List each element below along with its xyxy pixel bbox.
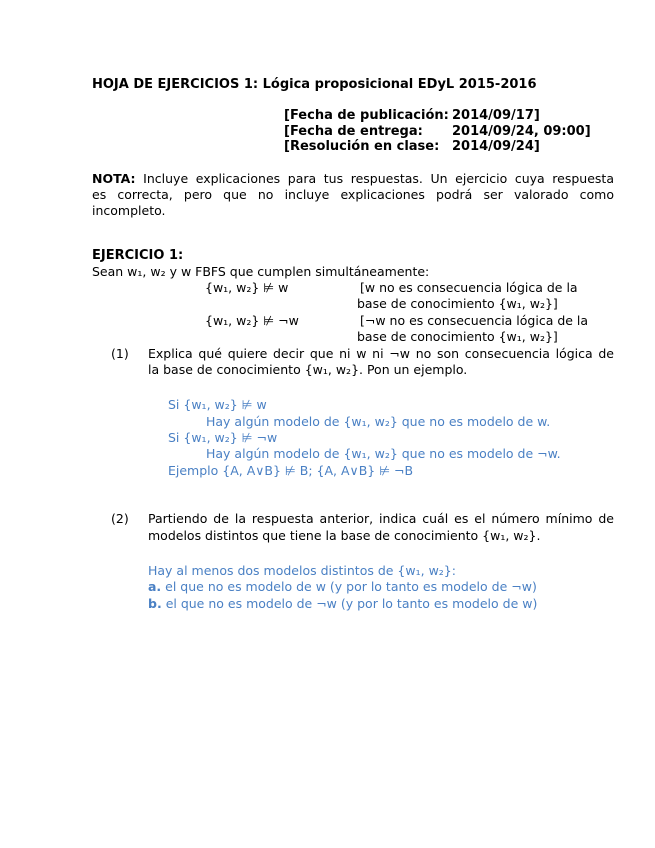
exercise-title: EJERCICIO 1:: [92, 248, 184, 263]
page-title: HOJA DE EJERCICIOS 1: Lógica proposicional EDyL 2015-2016: [92, 77, 537, 92]
answer-2-item-a: [148, 579, 537, 594]
delivery-date-label: [Fecha de entrega:: [284, 124, 423, 139]
condition-2-formula: {w₁, w₂} ⊭ ¬w: [205, 313, 299, 328]
question-2-number: (2): [111, 511, 129, 526]
note-line-3: incompleto.: [92, 203, 166, 218]
answer-1-line-4: Hay algún modelo de {w₁, w₂} que no es modelo de ¬w.: [206, 446, 561, 461]
note-block: [92, 171, 614, 219]
answer-2-item-a-text: el que no es modelo de w (y por lo tanto es modelo de ¬w): [165, 579, 537, 594]
answer-2-item-b-text: el que no es modelo de ¬w (y por lo tanto es modelo de w): [165, 596, 538, 611]
delivery-date-value: 2014/09/24, 09:00]: [452, 124, 591, 139]
question-2-line-2: modelos distintos que tiene la base de conocimiento {w₁, w₂}.: [148, 528, 541, 543]
condition-1-note-line2: base de conocimiento {w₁, w₂}]: [357, 296, 558, 311]
note-label: NOTA:: [92, 171, 136, 186]
answer-1-example: Ejemplo {A, A∨B} ⊭ B; {A, A∨B} ⊭ ¬B: [168, 463, 414, 478]
answer-1-line-1: Si {w₁, w₂} ⊭ w: [168, 397, 267, 412]
note-line-2: es correcta, pero que no incluye explicaciones podrá ser valorado como: [92, 187, 614, 202]
resolution-date-label: [Resolución en clase:: [284, 139, 440, 154]
question-2-line-1: Partiendo de la respuesta anterior, indica cuál es el número mínimo de: [148, 511, 614, 526]
answer-2-item-b: [148, 596, 537, 611]
answer-1-line-3: Si {w₁, w₂} ⊭ ¬w: [168, 430, 278, 445]
question-1-line-2: la base de conocimiento {w₁, w₂}. Pon un ejemplo.: [148, 362, 468, 377]
condition-1-formula: {w₁, w₂} ⊭ w: [205, 280, 289, 295]
resolution-date-value: 2014/09/24]: [452, 139, 540, 154]
note-text-1: Incluye explicaciones para tus respuestas. Un ejercicio cuya respuesta: [143, 171, 614, 186]
note-line-1: [92, 171, 614, 187]
answer-2-intro: Hay al menos dos modelos distintos de {w₁, w₂}:: [148, 563, 456, 578]
answer-2-item-b-mark: b.: [148, 596, 162, 611]
question-1-number: (1): [111, 346, 129, 361]
publication-date-label: [Fecha de publicación:: [284, 108, 449, 123]
condition-2-note-line1: [¬w no es consecuencia lógica de la: [360, 313, 589, 328]
exercise-intro: Sean w₁, w₂ y w FBFS que cumplen simultáneamente:: [92, 264, 430, 279]
answer-2-item-a-mark: a.: [148, 579, 162, 594]
answer-1-line-2: Hay algún modelo de {w₁, w₂} que no es modelo de w.: [206, 414, 551, 429]
question-1-line-1: Explica qué quiere decir que ni w ni ¬w no son consecuencia lógica de: [148, 346, 614, 361]
publication-date-value: 2014/09/17]: [452, 108, 540, 123]
condition-2-note-line2: base de conocimiento {w₁, w₂}]: [357, 329, 558, 344]
condition-1-note-line1: [w no es consecuencia lógica de la: [360, 280, 578, 295]
